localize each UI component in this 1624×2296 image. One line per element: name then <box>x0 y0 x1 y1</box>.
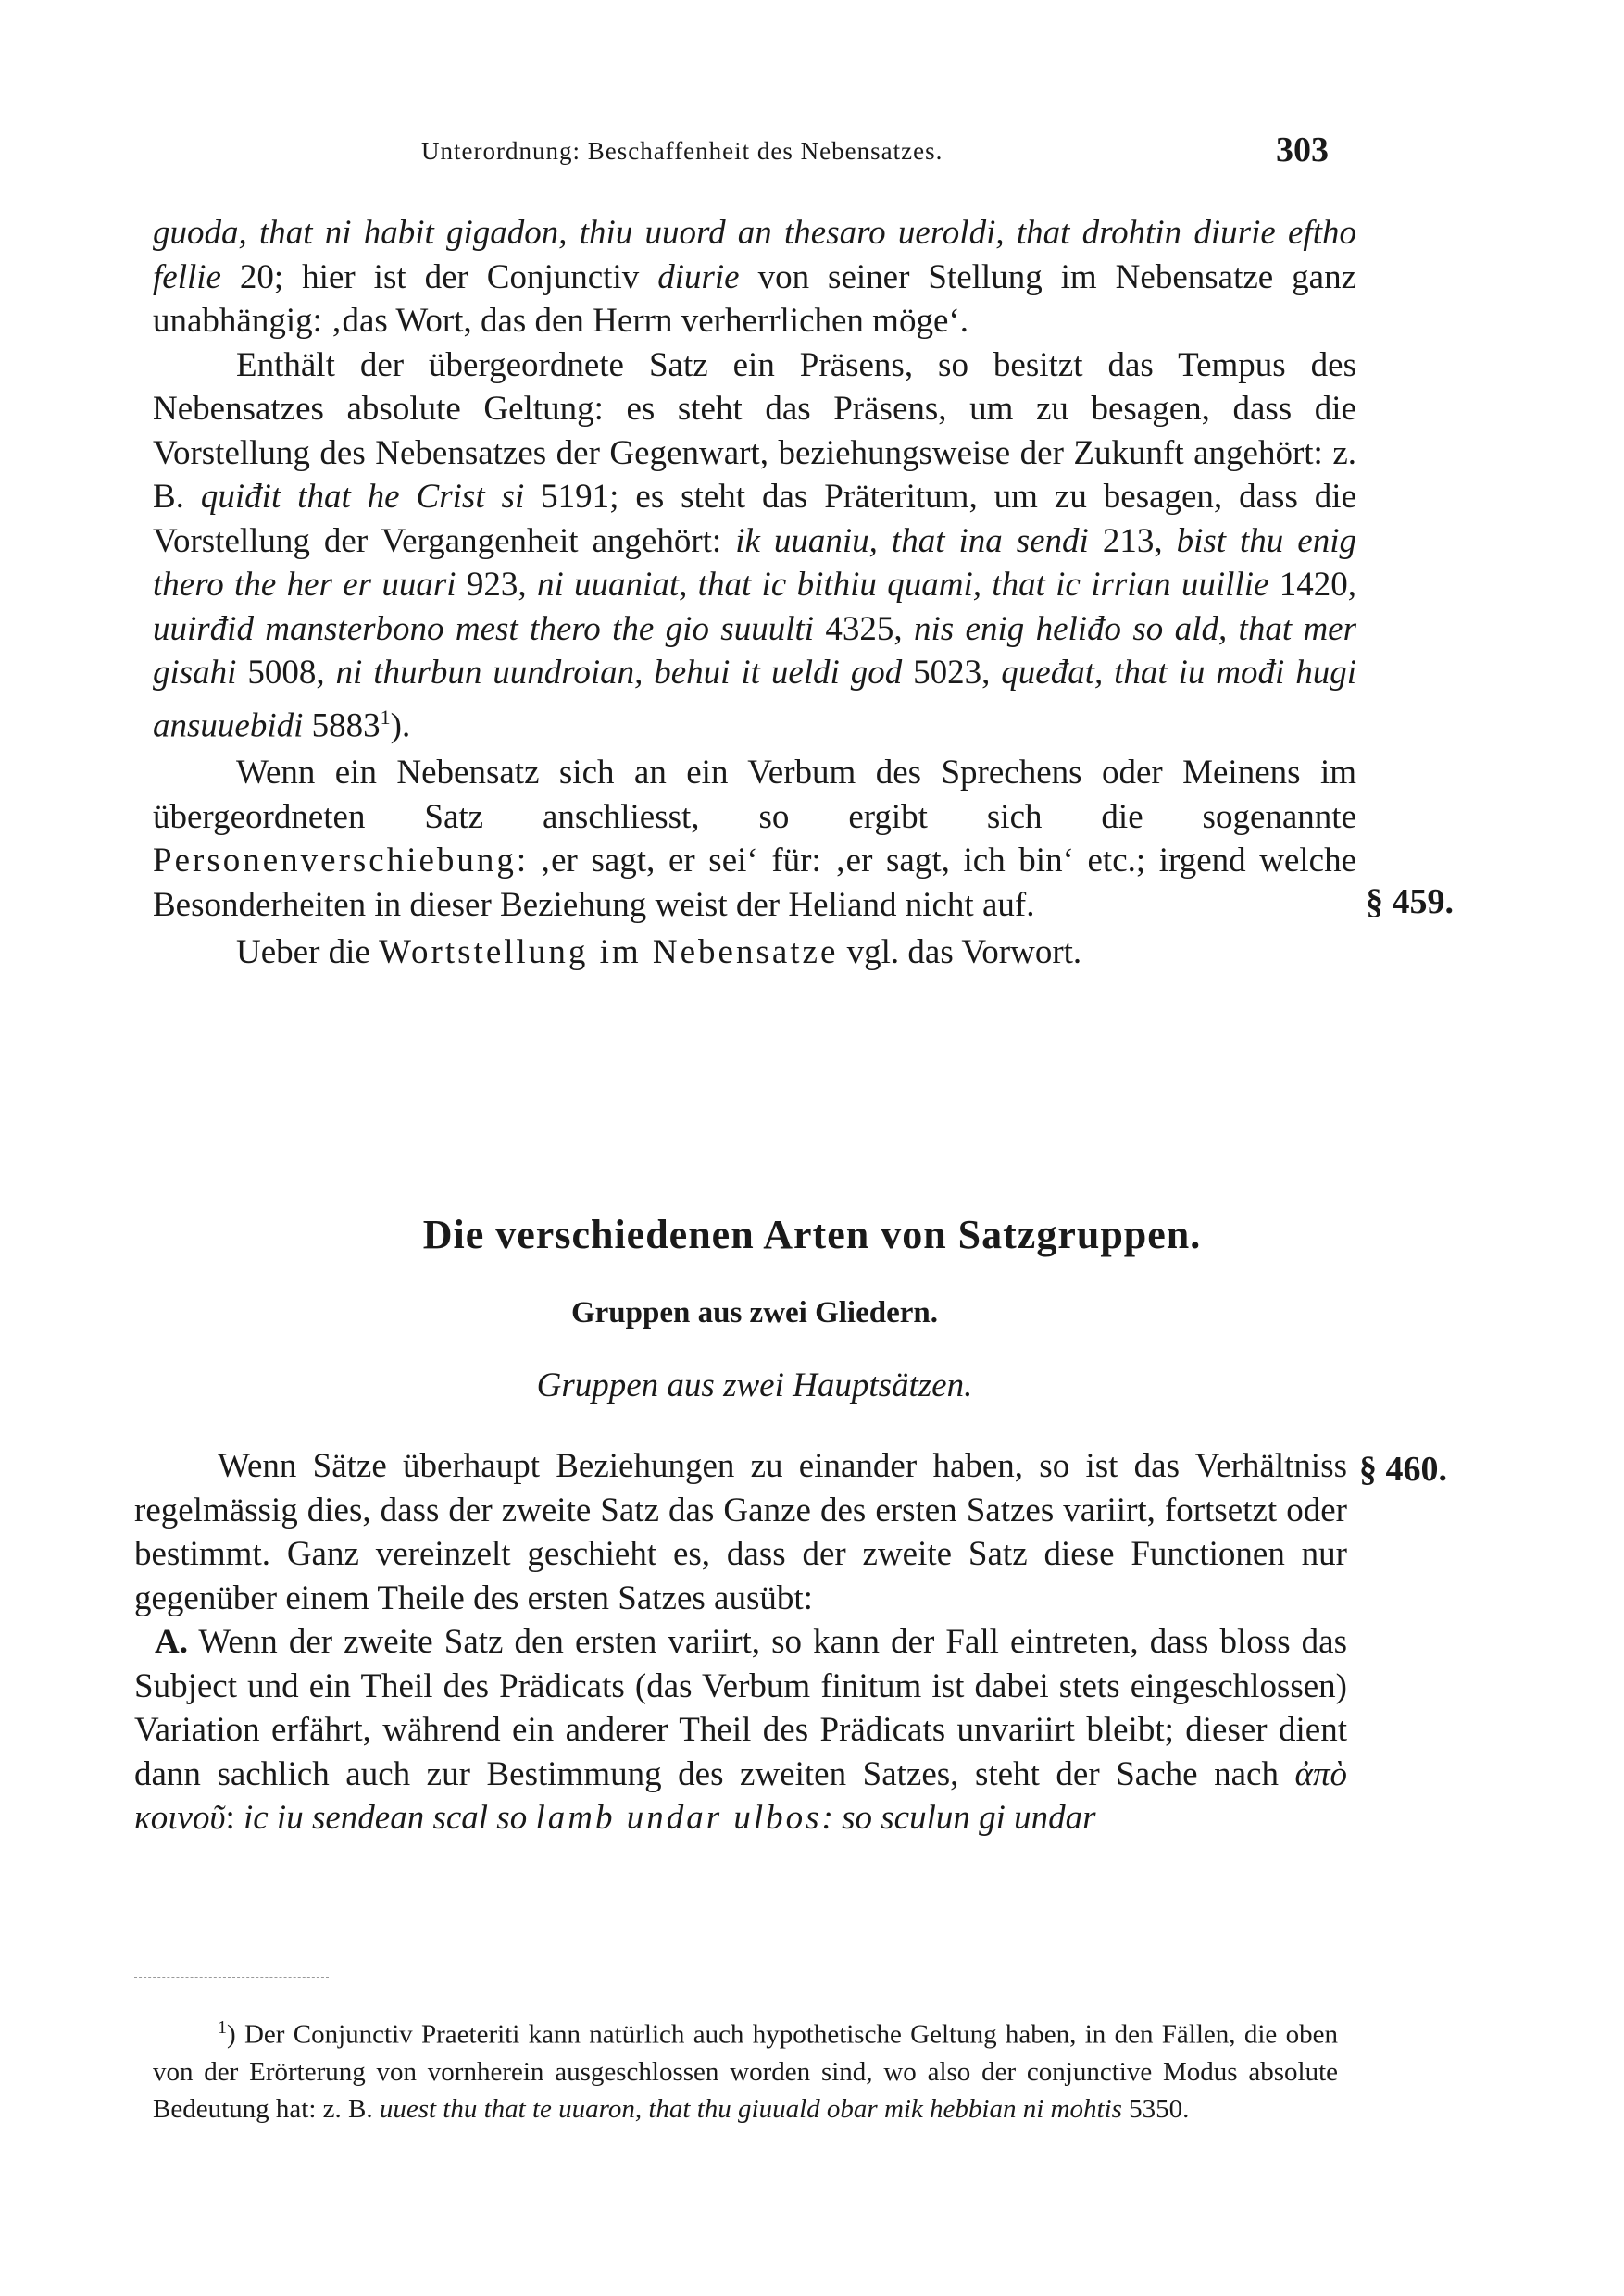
lower-text-block <box>134 1444 1347 1841</box>
quote-text: ik uuaniu, that ina sendi <box>735 521 1089 560</box>
footnote: $^1$) Der Conjunctiv Praeteriti kann natürlich auch hypothetische Geltung haben, in den Fällen, die oben von der Erörterung von vornherein ausgeschlossen worden sind, wo also der conjunctive Modus absolute Bedeutung hat: z. B. uuest thu that te uuaron, that thu giuuald obar mik hebbian ni mohtis 5350. <box>153 2017 1338 2124</box>
spaced-term: Personenverschiebung <box>153 842 517 880</box>
section-mark-459: § 459. <box>1366 882 1454 921</box>
quote-text: : so sculun gi undar <box>821 1799 1096 1837</box>
footnote-ref: 1 <box>380 705 391 729</box>
quote-text: nis enig heliđo so ald, that mer gisahi <box>153 609 1356 692</box>
upper-text-block <box>153 211 1356 975</box>
page-number: 303 <box>1276 131 1329 169</box>
list-label: A. <box>155 1623 188 1661</box>
quote-text: queđat, that iu mođi hugi ansuuebidi <box>153 654 1356 744</box>
spaced-term: Wortstellung im Nebensatze <box>379 933 839 972</box>
heading-sub: Gruppen aus zwei Gliedern. <box>570 1296 939 1329</box>
paragraph-5: Wenn Sätze überhaupt Beziehungen zu einander haben, so ist das Verhältniss regelmässig dies, dass der zweite Satz das Ganze des ersten Satzes variirt, fortsetzt oder bestimmt. Ganz vereinzelt geschieht es, dass der zweite Satz diese Functionen nur gegenüber einem Theile des ersten Satzes ausübt: <box>134 1447 1347 1617</box>
section-mark-460: § 460. <box>1359 1450 1447 1489</box>
heading-subsub: Gruppen aus zwei Hauptsätzen. <box>536 1366 973 1404</box>
quote-text: diurie <box>657 257 740 296</box>
quote-text: bist thu enig thero the her er uuari <box>153 521 1356 604</box>
paragraph-6: A. Wenn der zweite Satz den ersten variirt, so kann der Fall eintreten, dass bloss das Subject und ein Theil des Prädicats (das Verbum finitum ist dabei stets eingeschlossen) Variation erfährt, während ein anderer Theil des Prädicats unvariirt bleibt; dieser dient dann sachlich auch zur Bestimmung des zweiten Satzes, steht der Sache nach ἀπὸ κοινοῦ: ic iu sendean scal so lamb undar ulbos: so sculun gi undar <box>134 1623 1347 1837</box>
running-title: Unterordnung: Beschaffenheit des Nebensatzes. <box>421 137 943 165</box>
quote-text: uuirđid mansterbono mest thero the gio suuulti <box>153 609 815 648</box>
quote-text: guoda, that ni habit gigadon, thiu uuord an thesaro ueroldi, that drohtin diurie eftho fellie <box>153 214 1356 296</box>
paragraph-4: Ueber die Wortstellung im Nebensatze vgl. das Vorwort. <box>236 933 1082 972</box>
heading-main: Die verschiedenen Arten von Satzgruppen. <box>422 1212 1202 1257</box>
paragraph-3: Wenn ein Nebensatz sich an ein Verbum des Sprechens oder Meinens im übergeordneten Satz anschliesst, so ergibt sich die sogenannte Personenverschiebung: ‚er sagt, er sei‘ für: ‚er sagt, ich bin‘ etc.; irgend welche Besonderheiten in dieser Beziehung weist der Heliand nicht auf. <box>153 754 1356 924</box>
quote-text: ic iu sendean scal so <box>243 1799 536 1837</box>
quote-text: quiđit that he Crist si <box>200 478 525 516</box>
quote-text: uuest thu that te uuaron, that thu giuuald obar mik hebbian ni mohtis <box>379 2093 1122 2124</box>
footnote-marker: 1 <box>218 2017 227 2038</box>
paragraph-1: guoda, that ni habit gigadon, thiu uuord an thesaro ueroldi, that drohtin diurie eftho fellie 20; hier ist der Conjunctiv diurie von seiner Stellung im Nebensatze ganz unabhängig: ‚das Wort, das den Herrn verherrlichen möge‘. <box>153 214 1356 340</box>
footnote-divider <box>134 1977 329 1978</box>
quote-text: lamb undar ulbos <box>535 1799 822 1837</box>
quote-text: ni uuaniat, that ic bithiu quami, that ic irrian uuillie <box>536 566 1269 604</box>
quote-text: ni thurbun uundroian, behui it ueldi god <box>335 654 903 692</box>
greek-text: ἀπὸ κοινοῦ <box>134 1754 1347 1837</box>
paragraph-2: Enthält der übergeordnete Satz ein Präsens, so besitzt das Tempus des Nebensatzes absolute Geltung: es steht das Präsens, um zu besagen, dass die Vorstellung des Nebensatzes der Gegenwart, beziehungsweise der Zukunft angehört: z. B. quiđit that he Crist si 5191; es steht das Präteritum, um zu besagen, dass die Vorstellung der Vergangenheit angehört: ik uuaniu, that ina sendi 213, bist thu enig thero the her er uuari 923, ni uuaniat, that ic bithiu quami, that ic irrian uuillie 1420, uuirđid mansterbono mest thero the gio suuulti 4325, nis enig heliđo so ald, that mer gisahi 5008, ni thurbun uundroian, behui it ueldi god 5023, queđat, that iu mođi hugi ansuuebidi 5883$^1$). <box>153 345 1357 744</box>
